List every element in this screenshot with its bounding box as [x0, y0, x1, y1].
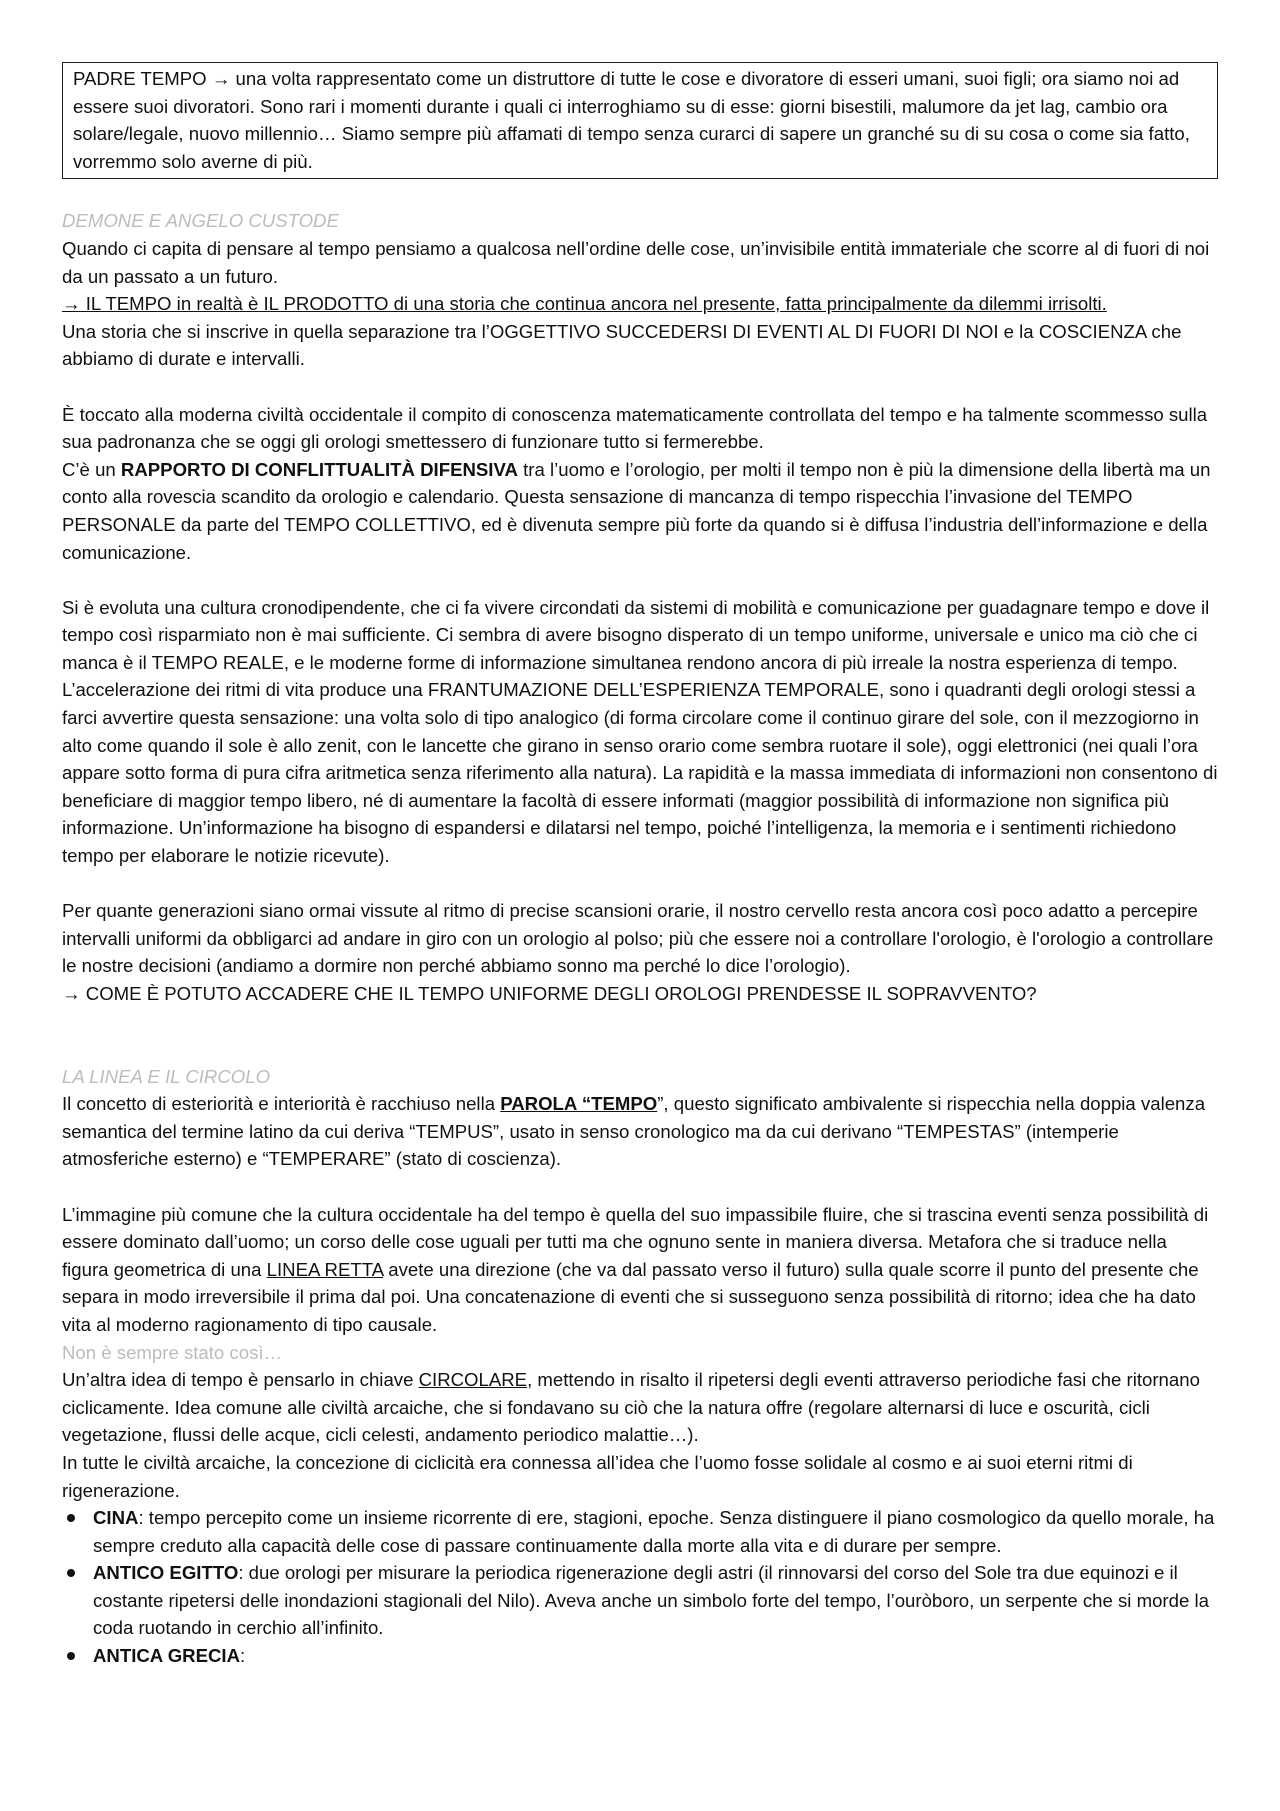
text-span: tra l’uomo e l’orologio, per molti il tempo non è più la dimensione della libertà ma un conto alla rovescia scandito da orologio e calendario. Questa sensazione di mancanza di tempo rispecchia l’invasione del TEMPO PERSONALE da parte del TEMPO COLLETTIVO, ed è divenuta sempre più forte da quando si è diffusa l’industria dell’informazione e della comunicazione.: [62, 458, 1211, 563]
paragraph: [62, 1366, 1218, 1449]
paragraph: [62, 1090, 1218, 1173]
section-heading-linea: LA LINEA E IL CIRCOLO: [62, 1065, 271, 1087]
paragraph: [62, 1201, 1218, 1339]
underlined-term: CIRCOLARE: [418, 1369, 528, 1391]
list-item-text: : tempo percepito come un insieme ricorrente di ere, stagioni, epoche. Senza distinguere il piano cosmologico da quello morale, ha sempre creduto alla capacità delle cose di passare continuamente dalla morte alla vita e di durare per sempre.: [93, 1507, 1215, 1556]
paragraph-highlight: [62, 290, 1218, 318]
text-span: L’immagine più comune che la cultura occidentale ha del tempo è quella del suo impassibile fluire, che si trascina eventi senza possibilità di essere dominato dall’uomo; un corso delle cose uguali per tutti ma che ognuno sente in maniera diversa. Metafora che si traduce nella figura geometrica di una: [62, 1203, 1209, 1280]
paragraph: Una storia che si inscrive in quella separazione tra l’OGGETTIVO SUCCEDERSI DI EVENTI AL DI FUORI DI NOI e la COSCIENZA che abbiamo di durate e intervalli.: [62, 320, 1182, 370]
text-span: Il concetto di esteriorità e interiorità è racchiuso nella: [62, 1093, 501, 1115]
section-heading-demone: DEMONE E ANGELO CUSTODE: [62, 210, 339, 232]
list-item-text: : due orologi per misurare la periodica rigenerazione degli astri (il rinnovarsi del corso del Sole tra due equinozi e il costante ripetersi delle inondazioni stagionali del Nilo). Aveva anche un simbolo forte del tempo, l’ouròboro, un serpente che si morde la coda ruotando in cerchio all’infinito.: [93, 1562, 1209, 1639]
intro-text-body: una volta rappresentato come un distruttore di tutte le cose e divoratore di esseri umani, suoi figli; ora siamo noi ad essere suoi divoratori. Sono rari i momenti durante i quali ci interroghiamo su di esse: giorni bisestili, malumore da jet lag, cambio ora solare/legale, nuovo millennio… Siamo sempre più affamati di tempo senza curarci di sapere un granché su di su cosa o come sia fatto, vorremmo solo averne di più.: [73, 68, 1190, 172]
list-item: [62, 1559, 1218, 1642]
arrow-icon: →: [62, 293, 81, 315]
paragraph: Quando ci capita di pensare al tempo pensiamo a qualcosa nell’ordine delle cose, un’invisibile entità immateriale che scorre al di fuori di noi da un passato a un futuro.: [62, 237, 1210, 287]
text-span: C’è un: [62, 458, 121, 480]
bullet-icon: [67, 1514, 75, 1522]
text-span: Un’altra idea di tempo è pensarlo in chiave: [62, 1369, 419, 1391]
list-item-title: CINA: [93, 1507, 139, 1529]
text-span: , mettendo in risalto il ripetersi degli eventi attraverso periodiche fasi che ritornano ciclicamente. Idea comune alle civiltà arcaiche, che si fondavano su ciò che la natura offre (regolare alternarsi di luce e oscurità, cicli vegetazione, flussi delle acque, cicli celesti, andamento periodico malattie…).: [62, 1369, 1200, 1446]
intro-text-start: PADRE TEMPO: [73, 68, 212, 89]
paragraph: È toccato alla moderna civiltà occidentale il compito di conoscenza matematicamente controllata del tempo e ha talmente scommesso sulla sua padronanza che se oggi gli orologi smettessero di funzionare tutto si fermerebbe.: [62, 403, 1208, 453]
paragraph: [62, 456, 1218, 566]
question-paragraph: [62, 980, 1218, 1008]
text-span: ”, questo significato ambivalente si rispecchia nella doppia valenza semantica del termine latino da cui deriva “TEMPUS”, usato in senso cronologico ma da cui derivano “TEMPESTAS” (intemperie atmosferiche esterno) e “TEMPERARE” (stato di coscienza).: [62, 1093, 1206, 1170]
list-item-title: ANTICA GRECIA: [93, 1645, 241, 1667]
highlight-text: IL TEMPO in realtà è IL PRODOTTO di una storia che continua ancora nel presente, fatta principalmente da dilemmi irrisolti.: [80, 293, 1107, 315]
list-item: [62, 1504, 1218, 1559]
text-span: avete una direzione (che va dal passato verso il futuro) sulla quale scorre il punto del presente che separa in modo irreversibile il prima dal poi. Una concatenazione di eventi che si susseguono senza possibilità di ritorno; idea che ha dato vita al moderno ragionamento di tipo causale.: [62, 1258, 1199, 1335]
arrow-icon: →: [62, 983, 81, 1004]
paragraph: Per quante generazioni siano ormai vissute al ritmo di precise scansioni orarie, il nostro cervello resta ancora così poco adatto a percepire intervalli uniformi da obbligarci ad andare in giro con un orologio al polso; più che essere noi a controllare l'orologio, è l'orologio a controllare le nostre decisioni (andiamo a dormire non perché abbiamo sonno ma perché lo dice l’orologio).: [62, 900, 1214, 977]
list-item: [62, 1642, 1218, 1670]
paragraph: In tutte le civiltà arcaiche, la concezione di ciclicità era connessa all’idea che l’uomo fosse solidale al cosmo e ai suoi eterni ritmi di rigenerazione.: [62, 1451, 1133, 1501]
question-text: COME È POTUTO ACCADERE CHE IL TEMPO UNIFORME DEGLI OROLOGI PRENDESSE IL SOPRAVVENTO?: [80, 983, 1037, 1004]
intro-box: [62, 62, 1218, 179]
list-item-title: ANTICO EGITTO: [93, 1562, 239, 1584]
paragraph: Si è evoluta una cultura cronodipendente, che ci fa vivere circondati da sistemi di mobilità e comunicazione per guadagnare tempo e dove il tempo così risparmiato non è mai sufficiente. Ci sembra di avere bisogno disperato di un tempo uniforme, universale e unico ma ciò che ci manca è il TEMPO REALE, e le moderne forme di informazione simultanea rendono ancora di più irreale la nostra esperienza di tempo. L’accelerazione dei ritmi di vita produce una FRANTUMAZIONE DELL’ESPERIENZA TEMPORALE, sono i quadranti degli orologi stessi a farci avvertire questa sensazione: una volta solo di tipo analogico (di forma circolare come il continuo girare del sole, con il mezzogiorno in alto come quando il sole è allo zenit, con le lancette che girano in senso orario come sembra ruotare il sole), oggi elettronici (nei quali l’ora appare sotto forma di pura cifra aritmetica senza riferimento alla natura). La rapidità e la massa immediata di informazioni non consentono di beneficiare di maggior tempo libero, né di aumentare la facoltà di essere informati (maggior possibilità di informazione non significa più informazione. Un’informazione ha bisogno di espandersi e dilatarsi nel tempo, poiché l’intelligenza, la memoria e i sentimenti richiedono tempo per elaborare le notizie ricevute).: [62, 596, 1218, 867]
bold-term: PAROLA “TEMPO: [500, 1093, 658, 1115]
arrow-icon: →: [211, 68, 231, 89]
bullet-icon: [67, 1569, 75, 1577]
list-item-text: :: [240, 1645, 246, 1667]
bold-term: RAPPORTO DI CONFLITTUALITÀ DIFENSIVA: [120, 458, 518, 480]
civilizations-list: [62, 1504, 1218, 1670]
bullet-icon: [67, 1652, 75, 1660]
intro-paragraph: [73, 65, 1207, 175]
underlined-term: LINEA RETTA: [266, 1258, 384, 1280]
side-note: Non è sempre stato così…: [62, 1341, 283, 1363]
